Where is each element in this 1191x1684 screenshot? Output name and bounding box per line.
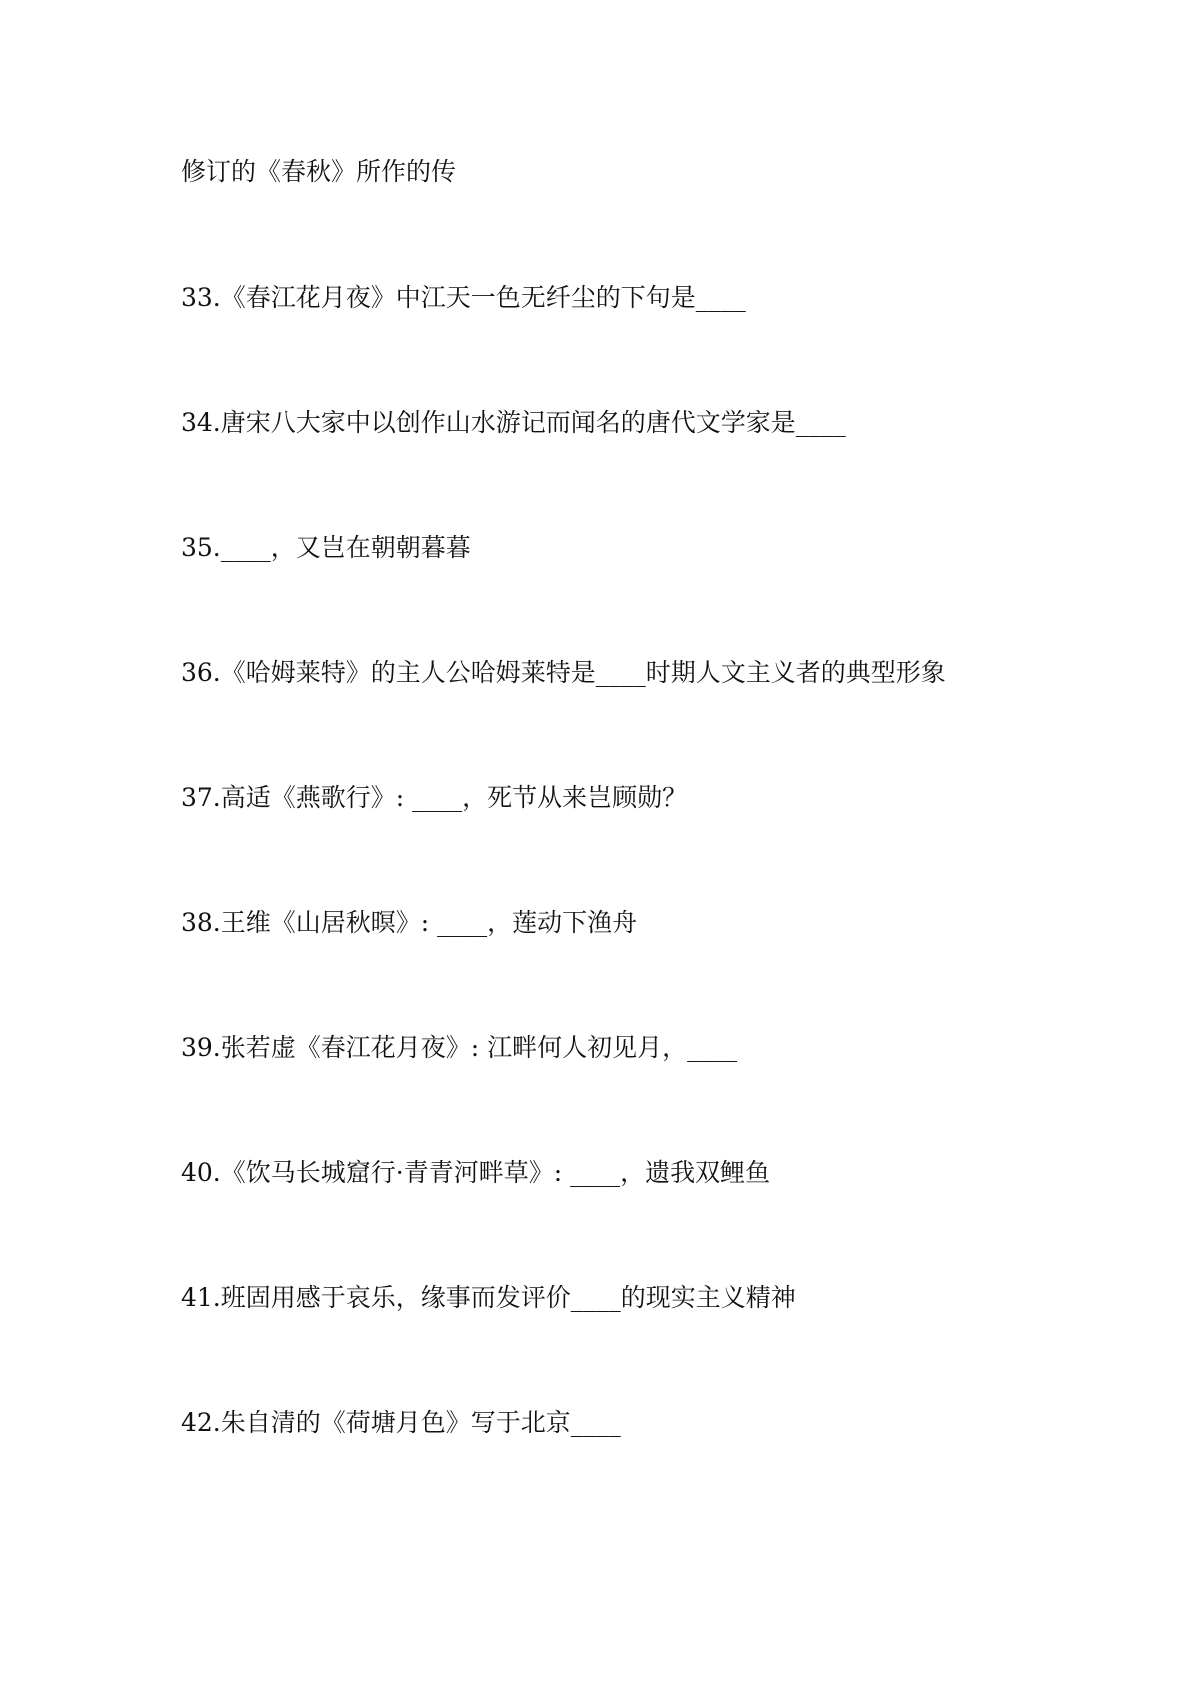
- question-continuation: 修订的《春秋》所作的传: [181, 157, 457, 186]
- question-36: 36.《哈姆莱特》的主人公哈姆莱特是____时期人文主义者的典型形象: [181, 658, 946, 687]
- question-37: 37.高适《燕歌行》: ____，死节从来岂顾勋？: [181, 783, 688, 812]
- question-42: 42.朱自清的《荷塘月色》写于北京____: [181, 1408, 621, 1437]
- question-40: 40.《饮马长城窟行·青青河畔草》: ____，遗我双鲤鱼: [181, 1158, 771, 1187]
- question-39: 39.张若虚《春江花月夜》: 江畔何人初见月，____: [181, 1033, 738, 1062]
- question-35: 35.____，又岂在朝朝暮暮: [181, 533, 471, 562]
- question-34: 34.唐宋八大家中以创作山水游记而闻名的唐代文学家是____: [181, 408, 846, 437]
- question-41: 41.班固用感于哀乐，缘事而发评价____的现实主义精神: [181, 1283, 796, 1312]
- question-38: 38.王维《山居秋暝》: ____，莲动下渔舟: [181, 908, 638, 937]
- question-33: 33.《春江花月夜》中江天一色无纤尘的下句是____: [181, 283, 746, 312]
